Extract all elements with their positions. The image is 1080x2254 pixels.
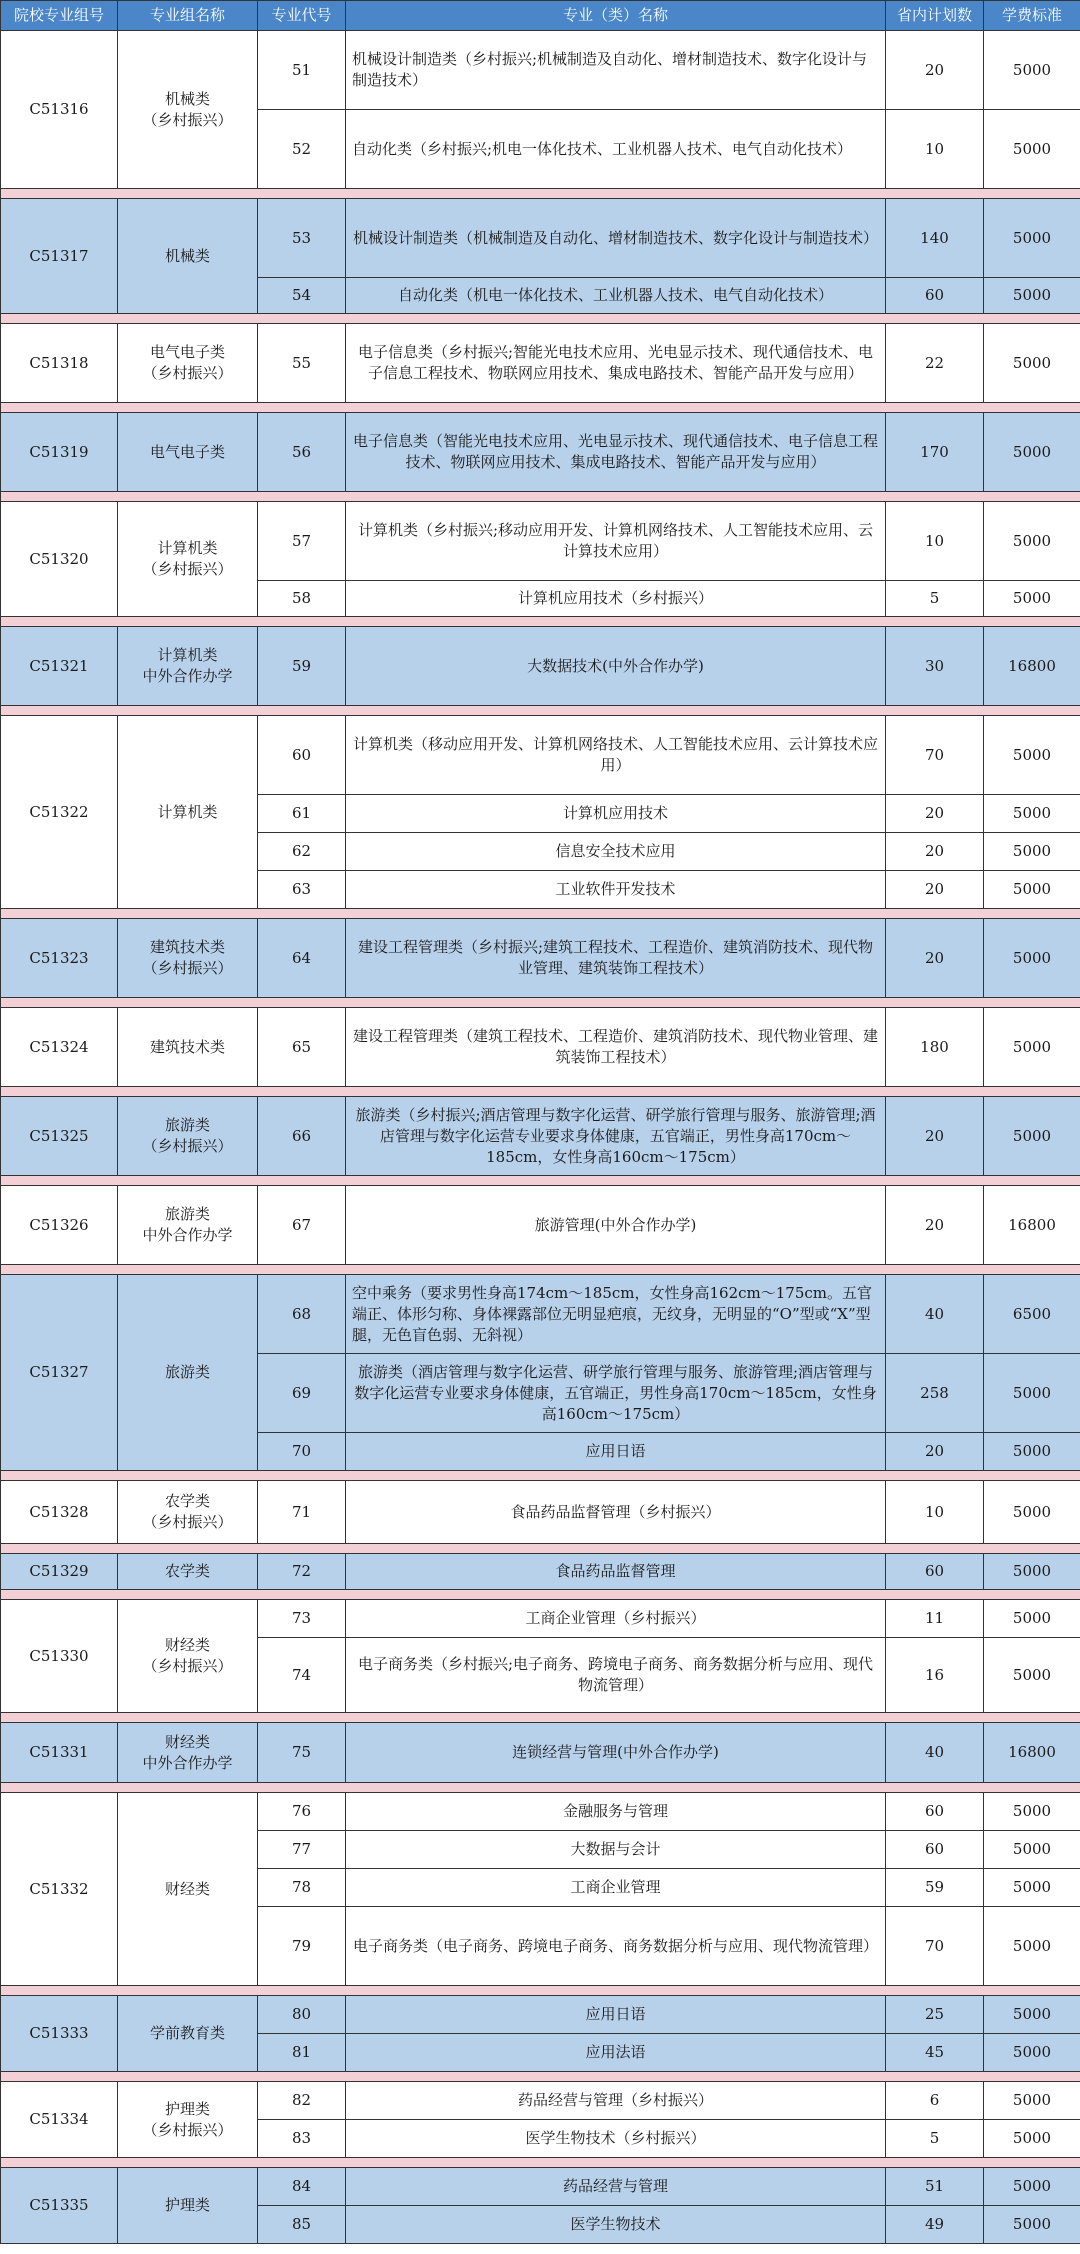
major-group <box>1 627 1080 706</box>
tuition-cell: 5000 <box>984 581 1080 617</box>
major-group <box>1 919 1080 998</box>
tuition-cell: 5000 <box>984 1831 1080 1869</box>
major-group <box>1 1275 1080 1471</box>
group-separator <box>1 2158 1080 2168</box>
table-row <box>1 1554 1080 1590</box>
table-row <box>1 1097 1080 1176</box>
major-name-cell: 旅游管理(中外合作办学) <box>346 1186 886 1265</box>
table-row <box>1 413 1080 492</box>
group-name-cell: 财经类 <box>118 1793 258 1986</box>
group-separator <box>1 1590 1080 1600</box>
separator-band <box>1 2158 1080 2168</box>
table-row <box>1 1008 1080 1087</box>
major-name-cell: 应用日语 <box>346 1996 886 2034</box>
separator-band <box>1 2072 1080 2082</box>
major-code-cell: 74 <box>258 1638 346 1713</box>
table-header-row <box>1 1 1080 31</box>
plan-count-cell: 40 <box>886 1275 984 1354</box>
major-code-cell: 54 <box>258 278 346 314</box>
group-code-cell: C51329 <box>1 1554 118 1590</box>
plan-count-cell: 70 <box>886 716 984 795</box>
major-code-cell: 52 <box>258 110 346 189</box>
plan-count-cell: 20 <box>886 919 984 998</box>
major-code-cell: 75 <box>258 1723 346 1783</box>
major-code-cell: 60 <box>258 716 346 795</box>
header-major-name: 专业（类）名称 <box>346 1 886 31</box>
major-name-cell: 电子商务类（电子商务、跨境电子商务、商务数据分析与应用、现代物流管理） <box>346 1907 886 1986</box>
major-group <box>1 31 1080 189</box>
table-row <box>1 2168 1080 2206</box>
tuition-cell: 5000 <box>984 1638 1080 1713</box>
separator-band <box>1 1265 1080 1275</box>
major-code-cell: 70 <box>258 1433 346 1471</box>
table-row <box>1 1275 1080 1354</box>
group-code-cell: C51320 <box>1 502 118 617</box>
major-group <box>1 1793 1080 1986</box>
group-separator <box>1 1544 1080 1554</box>
group-separator <box>1 1176 1080 1186</box>
group-separator <box>1 998 1080 1008</box>
major-name-cell: 机械设计制造类（乡村振兴;机械制造及自动化、增材制造技术、数字化设计与制造技术） <box>346 31 886 110</box>
plan-count-cell: 180 <box>886 1008 984 1087</box>
major-code-cell: 68 <box>258 1275 346 1354</box>
tuition-cell: 5000 <box>984 413 1080 492</box>
major-group <box>1 716 1080 909</box>
tuition-cell: 5000 <box>984 919 1080 998</box>
group-code-cell: C51335 <box>1 2168 118 2244</box>
plan-count-cell: 20 <box>886 1433 984 1471</box>
plan-count-cell: 60 <box>886 1793 984 1831</box>
separator-band <box>1 1544 1080 1554</box>
plan-count-cell: 51 <box>886 2168 984 2206</box>
group-separator <box>1 1265 1080 1275</box>
major-code-cell: 78 <box>258 1869 346 1907</box>
major-group <box>1 413 1080 492</box>
group-name-cell: 计算机类 （乡村振兴） <box>118 502 258 617</box>
group-separator <box>1 1783 1080 1793</box>
major-name-cell: 计算机类（乡村振兴;移动应用开发、计算机网络技术、人工智能技术应用、云计算技术应用） <box>346 502 886 581</box>
major-group <box>1 1008 1080 1087</box>
major-group <box>1 324 1080 403</box>
major-name-cell: 食品药品监督管理（乡村振兴） <box>346 1481 886 1544</box>
major-name-cell: 机械设计制造类（机械制造及自动化、增材制造技术、数字化设计与制造技术） <box>346 199 886 278</box>
major-group <box>1 199 1080 314</box>
group-name-cell: 护理类 （乡村振兴） <box>118 2082 258 2158</box>
major-group <box>1 1186 1080 1265</box>
group-separator <box>1 706 1080 716</box>
plan-count-cell: 45 <box>886 2034 984 2072</box>
tuition-cell: 5000 <box>984 871 1080 909</box>
major-name-cell: 建设工程管理类（乡村振兴;建筑工程技术、工程造价、建筑消防技术、现代物业管理、建筑装饰工程技术） <box>346 919 886 998</box>
group-code-cell: C51323 <box>1 919 118 998</box>
plan-count-cell: 16 <box>886 1638 984 1713</box>
major-name-cell: 计算机应用技术（乡村振兴） <box>346 581 886 617</box>
major-name-cell: 旅游类（乡村振兴;酒店管理与数字化运营、研学旅行管理与服务、旅游管理;酒店管理与数字化运营专业要求身体健康，五官端正，男性身高170cm～185cm，女性身高160cm～175cm） <box>346 1097 886 1176</box>
group-code-cell: C51328 <box>1 1481 118 1544</box>
table-row <box>1 1186 1080 1265</box>
major-code-cell: 59 <box>258 627 346 706</box>
major-name-cell: 建设工程管理类（建筑工程技术、工程造价、建筑消防技术、现代物业管理、建筑装饰工程技术） <box>346 1008 886 1087</box>
plan-count-cell: 70 <box>886 1907 984 1986</box>
group-code-cell: C51324 <box>1 1008 118 1087</box>
separator-band <box>1 492 1080 502</box>
separator-band <box>1 1783 1080 1793</box>
tuition-cell: 5000 <box>984 2206 1080 2244</box>
group-name-cell: 计算机类 <box>118 716 258 909</box>
plan-count-cell: 258 <box>886 1354 984 1433</box>
group-name-cell: 旅游类 中外合作办学 <box>118 1186 258 1265</box>
group-separator <box>1 2072 1080 2082</box>
major-name-cell: 电子信息类（乡村振兴;智能光电技术应用、光电显示技术、现代通信技术、电子信息工程技术、物联网应用技术、集成电路技术、智能产品开发与应用） <box>346 324 886 403</box>
plan-count-cell: 60 <box>886 1554 984 1590</box>
header-group-name: 专业组名称 <box>118 1 258 31</box>
major-group <box>1 1097 1080 1176</box>
tuition-cell: 16800 <box>984 627 1080 706</box>
plan-count-cell: 11 <box>886 1600 984 1638</box>
plan-count-cell: 6 <box>886 2082 984 2120</box>
header-major-code: 专业代号 <box>258 1 346 31</box>
separator-band <box>1 1713 1080 1723</box>
table-row <box>1 1481 1080 1544</box>
major-code-cell: 66 <box>258 1097 346 1176</box>
major-name-cell: 应用法语 <box>346 2034 886 2072</box>
separator-band <box>1 1590 1080 1600</box>
major-code-cell: 82 <box>258 2082 346 2120</box>
group-name-cell: 旅游类 <box>118 1275 258 1471</box>
group-name-cell: 建筑技术类 （乡村振兴） <box>118 919 258 998</box>
tuition-cell: 5000 <box>984 1008 1080 1087</box>
group-code-cell: C51317 <box>1 199 118 314</box>
group-separator <box>1 617 1080 627</box>
separator-band <box>1 314 1080 324</box>
plan-count-cell: 5 <box>886 2120 984 2158</box>
major-code-cell: 58 <box>258 581 346 617</box>
plan-count-cell: 10 <box>886 110 984 189</box>
tuition-cell: 5000 <box>984 1600 1080 1638</box>
major-name-cell: 药品经营与管理（乡村振兴） <box>346 2082 886 2120</box>
plan-count-cell: 20 <box>886 31 984 110</box>
major-group <box>1 2168 1080 2244</box>
plan-count-cell: 20 <box>886 871 984 909</box>
group-name-cell: 建筑技术类 <box>118 1008 258 1087</box>
group-name-cell: 机械类 （乡村振兴） <box>118 31 258 189</box>
tuition-cell: 5000 <box>984 199 1080 278</box>
tuition-cell: 5000 <box>984 110 1080 189</box>
header-group-code: 院校专业组号 <box>1 1 118 31</box>
tuition-cell: 5000 <box>984 1996 1080 2034</box>
major-group <box>1 1481 1080 1544</box>
major-code-cell: 72 <box>258 1554 346 1590</box>
group-code-cell: C51321 <box>1 627 118 706</box>
major-name-cell: 工商企业管理 <box>346 1869 886 1907</box>
table-row <box>1 502 1080 581</box>
plan-count-cell: 22 <box>886 324 984 403</box>
group-separator <box>1 1713 1080 1723</box>
major-code-cell: 51 <box>258 31 346 110</box>
table-row <box>1 324 1080 403</box>
table-row <box>1 627 1080 706</box>
major-code-cell: 53 <box>258 199 346 278</box>
table-row <box>1 199 1080 278</box>
tuition-cell: 16800 <box>984 1186 1080 1265</box>
major-name-cell: 药品经营与管理 <box>346 2168 886 2206</box>
plan-count-cell: 140 <box>886 199 984 278</box>
group-separator <box>1 189 1080 199</box>
separator-band <box>1 1471 1080 1481</box>
major-code-cell: 73 <box>258 1600 346 1638</box>
tuition-cell: 5000 <box>984 795 1080 833</box>
group-separator <box>1 1087 1080 1097</box>
major-code-cell: 81 <box>258 2034 346 2072</box>
tuition-cell: 5000 <box>984 1097 1080 1176</box>
major-name-cell: 工业软件开发技术 <box>346 871 886 909</box>
separator-band <box>1 909 1080 919</box>
major-group <box>1 1554 1080 1590</box>
plan-count-cell: 40 <box>886 1723 984 1783</box>
major-name-cell: 信息安全技术应用 <box>346 833 886 871</box>
tuition-cell: 5000 <box>984 2120 1080 2158</box>
major-code-cell: 85 <box>258 2206 346 2244</box>
tuition-cell: 5000 <box>984 1354 1080 1433</box>
group-name-cell: 财经类 （乡村振兴） <box>118 1600 258 1713</box>
group-code-cell: C51316 <box>1 31 118 189</box>
group-name-cell: 计算机类 中外合作办学 <box>118 627 258 706</box>
tuition-cell: 16800 <box>984 1723 1080 1783</box>
plan-count-cell: 20 <box>886 833 984 871</box>
group-separator <box>1 909 1080 919</box>
major-code-cell: 71 <box>258 1481 346 1544</box>
group-name-cell: 学前教育类 <box>118 1996 258 2072</box>
plan-count-cell: 20 <box>886 1097 984 1176</box>
tuition-cell: 5000 <box>984 31 1080 110</box>
major-name-cell: 工商企业管理（乡村振兴） <box>346 1600 886 1638</box>
group-name-cell: 电气电子类 <box>118 413 258 492</box>
major-name-cell: 金融服务与管理 <box>346 1793 886 1831</box>
separator-band <box>1 706 1080 716</box>
table-row <box>1 1600 1080 1638</box>
major-name-cell: 大数据技术(中外合作办学) <box>346 627 886 706</box>
major-code-cell: 63 <box>258 871 346 909</box>
group-code-cell: C51333 <box>1 1996 118 2072</box>
major-code-cell: 76 <box>258 1793 346 1831</box>
major-group <box>1 1723 1080 1783</box>
plan-count-cell: 25 <box>886 1996 984 2034</box>
plan-count-cell: 10 <box>886 502 984 581</box>
major-name-cell: 空中乘务（要求男性身高174cm～185cm，女性身高162cm～175cm。五官端正、体形匀称、身体裸露部位无明显疤痕，无纹身，无明显的“O”型或“X”型腿，无色盲色弱、无斜视） <box>346 1275 886 1354</box>
plan-count-cell: 60 <box>886 1831 984 1869</box>
table-row <box>1 1996 1080 2034</box>
major-code-cell: 80 <box>258 1996 346 2034</box>
major-name-cell: 应用日语 <box>346 1433 886 1471</box>
major-code-cell: 56 <box>258 413 346 492</box>
table-row <box>1 1723 1080 1783</box>
separator-band <box>1 998 1080 1008</box>
group-name-cell: 农学类 （乡村振兴） <box>118 1481 258 1544</box>
table-row <box>1 716 1080 795</box>
tuition-cell: 5000 <box>984 1869 1080 1907</box>
major-group <box>1 2082 1080 2158</box>
separator-band <box>1 1986 1080 1996</box>
major-name-cell: 连锁经营与管理(中外合作办学) <box>346 1723 886 1783</box>
tuition-cell: 6500 <box>984 1275 1080 1354</box>
plan-count-cell: 20 <box>886 795 984 833</box>
header-tuition: 学费标准 <box>984 1 1080 31</box>
group-code-cell: C51319 <box>1 413 118 492</box>
tuition-cell: 5000 <box>984 1554 1080 1590</box>
major-name-cell: 大数据与会计 <box>346 1831 886 1869</box>
plan-count-cell: 20 <box>886 1186 984 1265</box>
group-code-cell: C51325 <box>1 1097 118 1176</box>
separator-band <box>1 403 1080 413</box>
table-row <box>1 919 1080 998</box>
major-name-cell: 医学生物技术（乡村振兴） <box>346 2120 886 2158</box>
group-separator <box>1 1986 1080 1996</box>
major-name-cell: 计算机应用技术 <box>346 795 886 833</box>
plan-count-cell: 10 <box>886 1481 984 1544</box>
major-code-cell: 83 <box>258 2120 346 2158</box>
tuition-cell: 5000 <box>984 2168 1080 2206</box>
separator-band <box>1 1087 1080 1097</box>
separator-band <box>1 189 1080 199</box>
major-code-cell: 62 <box>258 833 346 871</box>
separator-band <box>1 617 1080 627</box>
group-name-cell: 农学类 <box>118 1554 258 1590</box>
group-separator <box>1 314 1080 324</box>
tuition-cell: 5000 <box>984 2034 1080 2072</box>
group-name-cell: 机械类 <box>118 199 258 314</box>
group-code-cell: C51332 <box>1 1793 118 1986</box>
tuition-cell: 5000 <box>984 278 1080 314</box>
tuition-cell: 5000 <box>984 1481 1080 1544</box>
plan-count-cell: 49 <box>886 2206 984 2244</box>
plan-count-cell: 30 <box>886 627 984 706</box>
group-name-cell: 旅游类 （乡村振兴） <box>118 1097 258 1176</box>
major-code-cell: 79 <box>258 1907 346 1986</box>
major-code-cell: 57 <box>258 502 346 581</box>
tuition-cell: 5000 <box>984 324 1080 403</box>
major-code-cell: 84 <box>258 2168 346 2206</box>
table-row <box>1 31 1080 110</box>
major-group <box>1 1600 1080 1713</box>
table-row <box>1 2082 1080 2120</box>
group-code-cell: C51318 <box>1 324 118 403</box>
major-name-cell: 食品药品监督管理 <box>346 1554 886 1590</box>
tuition-cell: 5000 <box>984 1907 1080 1986</box>
major-code-cell: 61 <box>258 795 346 833</box>
major-group <box>1 502 1080 617</box>
plan-count-cell: 59 <box>886 1869 984 1907</box>
group-name-cell: 护理类 <box>118 2168 258 2244</box>
group-name-cell: 财经类 中外合作办学 <box>118 1723 258 1783</box>
group-code-cell: C51326 <box>1 1186 118 1265</box>
group-code-cell: C51322 <box>1 716 118 909</box>
major-name-cell: 电子信息类（智能光电技术应用、光电显示技术、现代通信技术、电子信息工程技术、物联网应用技术、集成电路技术、智能产品开发与应用） <box>346 413 886 492</box>
major-group <box>1 1996 1080 2072</box>
tuition-cell: 5000 <box>984 2082 1080 2120</box>
major-code-cell: 69 <box>258 1354 346 1433</box>
tuition-cell: 5000 <box>984 502 1080 581</box>
plan-count-cell: 5 <box>886 581 984 617</box>
group-code-cell: C51331 <box>1 1723 118 1783</box>
major-code-cell: 55 <box>258 324 346 403</box>
group-code-cell: C51334 <box>1 2082 118 2158</box>
plan-count-cell: 60 <box>886 278 984 314</box>
major-name-cell: 计算机类（移动应用开发、计算机网络技术、人工智能技术应用、云计算技术应用） <box>346 716 886 795</box>
tuition-cell: 5000 <box>984 833 1080 871</box>
major-name-cell: 医学生物技术 <box>346 2206 886 2244</box>
plan-count-cell: 170 <box>886 413 984 492</box>
major-name-cell: 旅游类（酒店管理与数字化运营、研学旅行管理与服务、旅游管理;酒店管理与数字化运营专业要求身体健康，五官端正，男性身高170cm～185cm，女性身高160cm～175cm） <box>346 1354 886 1433</box>
tuition-cell: 5000 <box>984 1793 1080 1831</box>
group-code-cell: C51330 <box>1 1600 118 1713</box>
group-separator <box>1 403 1080 413</box>
header-plan-count: 省内计划数 <box>886 1 984 31</box>
major-name-cell: 自动化类（机电一体化技术、工业机器人技术、电气自动化技术） <box>346 278 886 314</box>
table-row <box>1 1793 1080 1831</box>
tuition-cell: 5000 <box>984 1433 1080 1471</box>
group-separator <box>1 492 1080 502</box>
group-name-cell: 电气电子类 （乡村振兴） <box>118 324 258 403</box>
major-name-cell: 电子商务类（乡村振兴;电子商务、跨境电子商务、商务数据分析与应用、现代物流管理） <box>346 1638 886 1713</box>
group-code-cell: C51327 <box>1 1275 118 1471</box>
separator-band <box>1 1176 1080 1186</box>
major-code-cell: 64 <box>258 919 346 998</box>
major-name-cell: 自动化类（乡村振兴;机电一体化技术、工业机器人技术、电气自动化技术） <box>346 110 886 189</box>
major-code-cell: 67 <box>258 1186 346 1265</box>
tuition-cell: 5000 <box>984 716 1080 795</box>
group-separator <box>1 1471 1080 1481</box>
major-code-cell: 77 <box>258 1831 346 1869</box>
major-code-cell: 65 <box>258 1008 346 1087</box>
